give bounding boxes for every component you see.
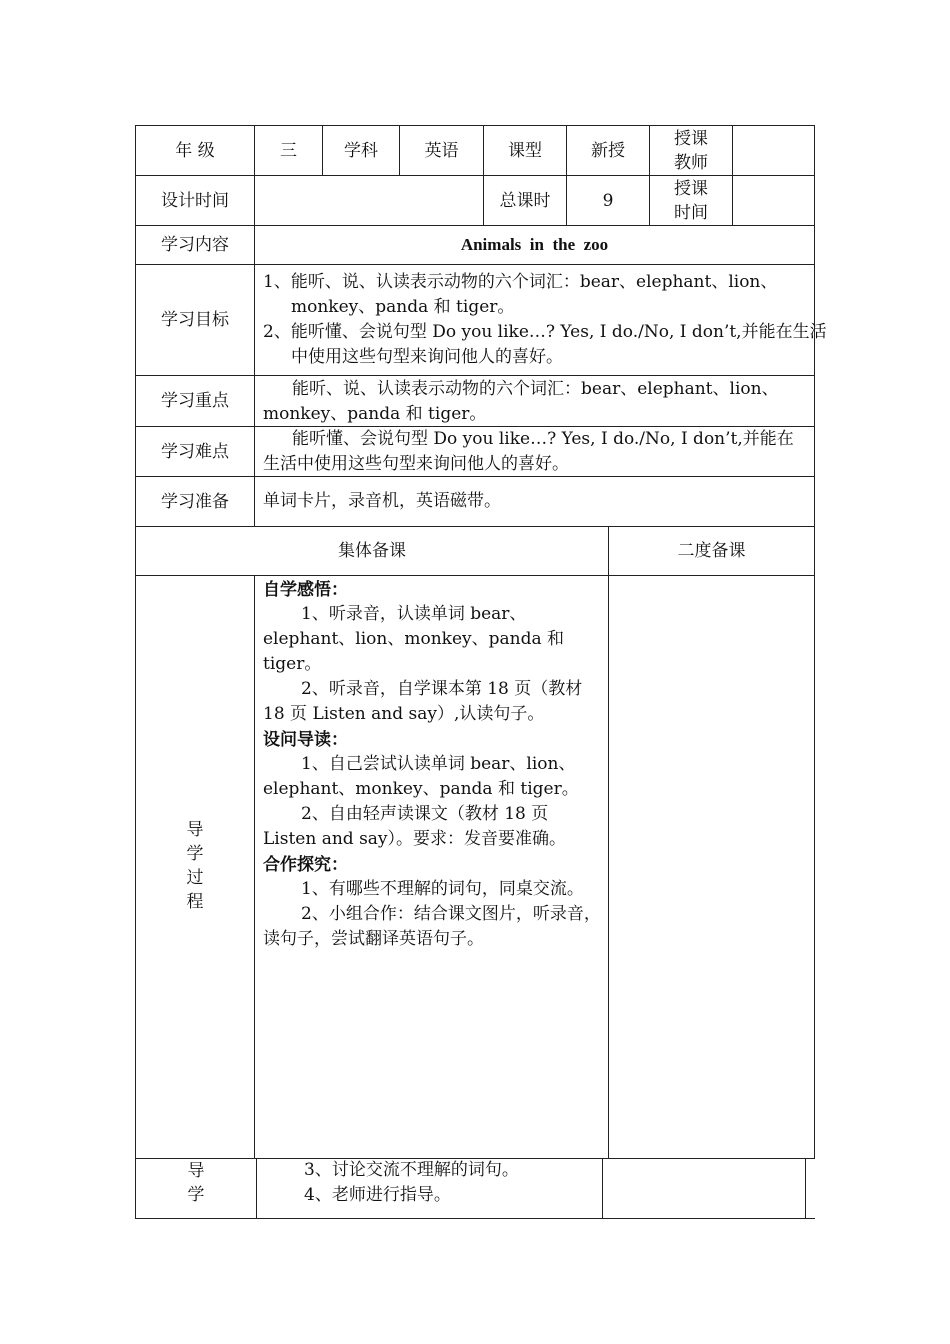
process-content [263, 577, 603, 952]
goals-label: 学习目标 [161, 310, 229, 330]
content-value: Animals in the zoo [460, 235, 609, 254]
key-text: 能听、说、认读表示动物的六个词汇：bear、elephant、lion、monkey、panda 和 tiger。 [263, 379, 779, 424]
subject-value: 英语 [424, 140, 459, 161]
goal-item-2: 2、能听懂、会说句型 Do you like…? Yes, I do./No, I don’t,并能在生活中使用这些句型来询问他人的喜好。 [263, 322, 827, 367]
teacher-label-line1: 授课 [674, 128, 708, 149]
row-border [135, 575, 815, 576]
continued-item: 4、老师进行指导。 [304, 1185, 451, 1205]
guided-title: 设问导读： [263, 730, 348, 749]
secondary-header: 二度备课 [677, 541, 746, 561]
subject-label: 学科 [344, 140, 378, 161]
continued-label-char: 学 [187, 1185, 205, 1205]
coop-title: 合作探究： [263, 855, 348, 874]
col-border [602, 1158, 603, 1219]
goal-item-1: 1、能听、说、认读表示动物的六个词汇：bear、elephant、lion、monkey、panda 和 tiger。 [263, 272, 778, 317]
coop-item: 2、小组合作：结合课文图片，听录音，读句子，尝试翻译英语句子。 [263, 904, 601, 949]
self-study-item: 2、听录音，自学课本第 18 页（教材 18 页 Listen and say）,认读句子。 [263, 679, 583, 724]
teacher-label-line2: 教师 [674, 152, 708, 173]
design-time-value [255, 176, 483, 225]
col-border [254, 575, 255, 1159]
difficulty-text: 能听懂、会说句型 Do you like…? Yes, I do./No, I don’t,并能在生活中使用这些句型来询问他人的喜好。 [263, 429, 794, 474]
guided-item: 2、自由轻声读课文（教材 18 页 Listen and say）。要求：发音要准确。 [263, 804, 567, 849]
teacher-value [733, 126, 814, 175]
teach-time-value [733, 176, 814, 225]
continued-content [304, 1158, 599, 1208]
continued-item: 3、讨论交流不理解的词句。 [304, 1160, 519, 1180]
total-hours-label: 总课时 [499, 190, 551, 211]
content-label: 学习内容 [161, 235, 229, 255]
teach-time-label-line1: 授课 [674, 178, 708, 199]
design-time-label: 设计时间 [161, 190, 229, 211]
process-label-char: 导 [186, 820, 204, 840]
col-border [256, 1158, 257, 1219]
teach-time-label-line2: 时间 [674, 202, 708, 223]
grade-value: 三 [280, 140, 297, 161]
teach-time-label [650, 176, 732, 225]
row-border [135, 1218, 815, 1219]
prep-text: 单词卡片，录音机，英语磁带。 [263, 491, 501, 511]
process-label-char: 学 [186, 844, 204, 864]
process-label-char: 程 [186, 892, 204, 912]
total-hours-value: 9 [602, 190, 614, 211]
guided-item: 1、自己尝试认读单词 bear、lion、elephant、monkey、panda 和 tiger。 [263, 754, 579, 799]
key-label: 学习重点 [161, 391, 229, 411]
continued-label [181, 1159, 211, 1207]
self-study-title: 自学感悟： [263, 580, 348, 599]
lesson-type-value: 新授 [591, 140, 625, 161]
teacher-label [650, 126, 732, 175]
difficulty-label: 学习难点 [161, 441, 229, 462]
prep-label: 学习准备 [161, 491, 229, 512]
grade-label: 年 级 [175, 140, 215, 161]
process-label [180, 818, 210, 914]
continued-label-char: 导 [187, 1161, 205, 1181]
self-study-item: 1、听录音，认读单词 bear、elephant、lion、monkey、panda 和 tiger。 [263, 604, 565, 674]
col-border [805, 1158, 806, 1219]
lesson-type-label: 课型 [508, 140, 542, 161]
process-label-char: 过 [186, 868, 204, 888]
coop-item: 1、有哪些不理解的词句，同桌交流。 [301, 879, 584, 899]
collective-header: 集体备课 [338, 541, 406, 561]
col-border [608, 526, 609, 1159]
